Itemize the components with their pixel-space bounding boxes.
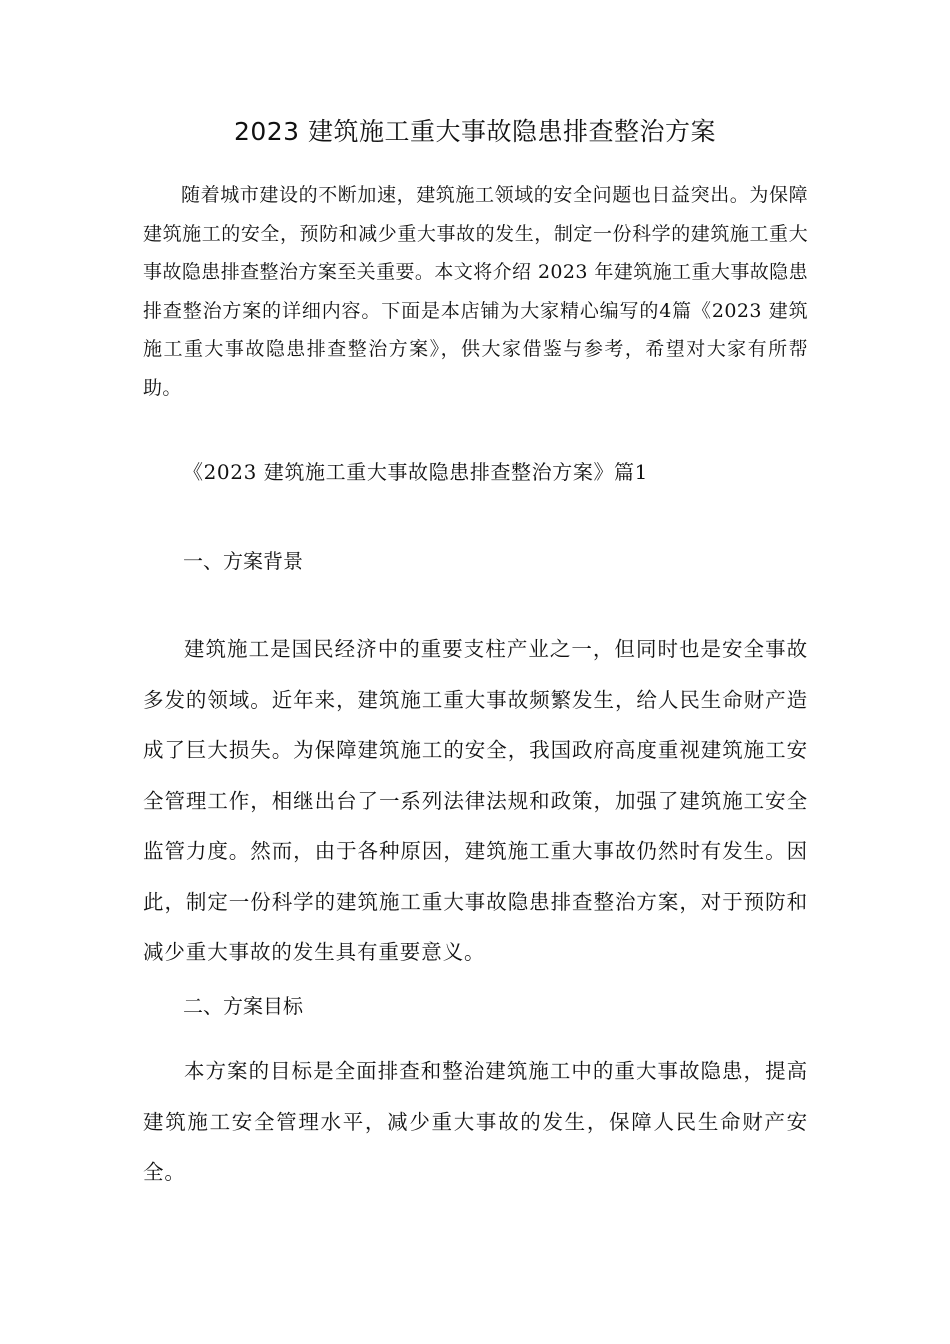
section-body-goals: 本方案的目标是全面排查和整治建筑施工中的重大事故隐患，提高建筑施工安全管理水平，减少重大事故的发生，保障人民生命财产安全。 [143, 1059, 808, 1184]
section-heading-background: 一、方案背景 [183, 549, 303, 573]
section-heading-goals: 二、方案目标 [183, 994, 303, 1018]
article-title: 《2023 建筑施工重大事故隐患排查整治方案》篇1 [183, 460, 648, 484]
section-body-background: 建筑施工是国民经济中的重要支柱产业之一，但同时也是安全事故多发的领域。近年来，建筑施工重大事故频繁发生，给人民生命财产造成了巨大损失。为保障建筑施工的安全，我国政府高度重视建筑施工安全管理工作，相继出台了一系列法律法规和政策，加强了建筑施工安全监管力度。然而，由于各种原因，建筑施工重大事故仍然时有发生。因此，制定一份科学的建筑施工重大事故隐患排查整治方案，对于预防和减少重大事故的发生具有重要意义。 [143, 637, 808, 964]
intro-paragraph: 随着城市建设的不断加速，建筑施工领域的安全问题也日益突出。为保障建筑施工的安全，预防和减少重大事故的发生，制定一份科学的建筑施工重大事故隐患排查整治方案至关重要。本文将介绍 2023 年建筑施工重大事故隐患排查整治方案的详细内容。下面是本店铺为大家精心编写的4篇《2023 建筑施工重大事故隐患排查整治方案》，供大家借鉴与参考，希望对大家有所帮助。 [143, 184, 808, 399]
document-title: 2023 建筑施工重大事故隐患排查整治方案 [233, 117, 717, 146]
